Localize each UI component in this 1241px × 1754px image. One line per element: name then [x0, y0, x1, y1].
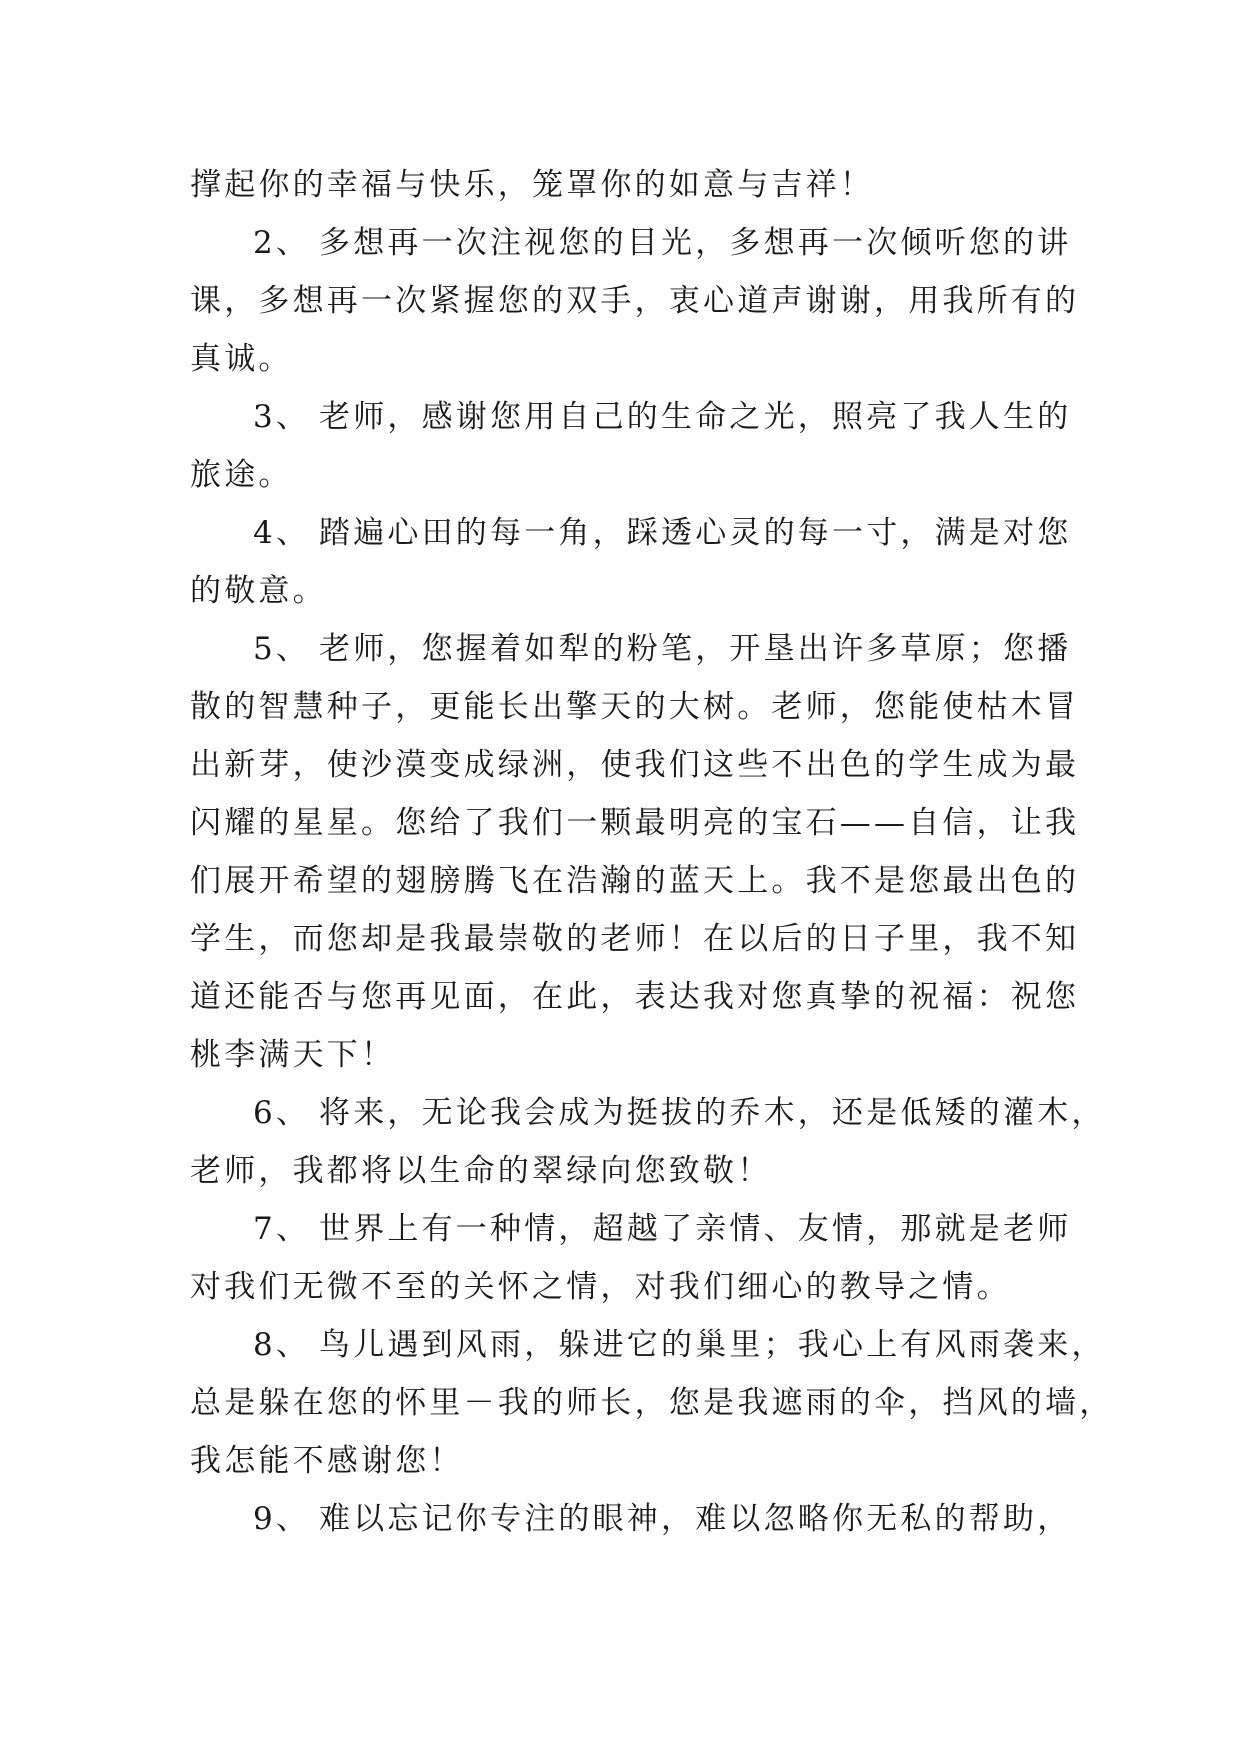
line-text: 撑起你的幸福与快乐，笼罩你的如意与吉祥！ [190, 167, 874, 203]
line-text: 我怎能不感谢您！ [190, 1443, 464, 1479]
text-line [190, 272, 1080, 330]
line-text: 闪耀的星星。您给了我们一颗最明亮的宝石——自信，让我 [190, 805, 1080, 841]
text-line [190, 1258, 1050, 1316]
line-text: 老师，我都将以生命的翠绿向您致敬！ [190, 1153, 772, 1189]
text-line [190, 910, 1080, 968]
line-text: 学生，而您却是我最崇敬的老师！在以后的日子里，我不知 [190, 921, 1080, 957]
line-text: 鸟儿遇到风雨，躲进它的巢里；我心上有风雨袭来， [319, 1327, 1106, 1363]
text-line [190, 620, 1072, 678]
line-text: 老师，感谢您用自己的生命之光，照亮了我人生的 [319, 399, 1072, 435]
text-line [190, 388, 1072, 446]
item-number: 6、 [253, 1095, 311, 1131]
text-line [190, 794, 1080, 852]
text-line [190, 562, 1050, 620]
item-number: 3、 [253, 399, 311, 435]
text-line [190, 1316, 1106, 1374]
item-number: 2、 [253, 225, 311, 261]
line-text: 们展开希望的翅膀腾飞在浩瀚的蓝天上。我不是您最出色的 [190, 863, 1080, 899]
line-text: 的敬意。 [190, 573, 327, 609]
line-text: 踏遍心田的每一角，踩透心灵的每一寸，满是对您 [319, 515, 1072, 551]
line-text: 道还能否与您再见面，在此，表达我对您真挚的祝福：祝您 [190, 979, 1080, 1015]
line-text: 旅途。 [190, 457, 293, 493]
text-line [190, 968, 1080, 1026]
document-body [190, 156, 1114, 1548]
item-number: 4、 [253, 515, 311, 551]
text-line [190, 504, 1072, 562]
line-text: 多想再一次注视您的目光，多想再一次倾听您的讲 [319, 225, 1072, 261]
line-text: 散的智慧种子，更能长出擎天的大树。老师，您能使枯木冒 [190, 689, 1080, 725]
text-line [190, 446, 1050, 504]
text-line [190, 678, 1080, 736]
text-line [190, 736, 1080, 794]
text-line [190, 1200, 1072, 1258]
line-text: 出新芽，使沙漠变成绿洲，使我们这些不出色的学生成为最 [190, 747, 1080, 783]
line-text: 世界上有一种情，超越了亲情、友情，那就是老师 [319, 1211, 1072, 1247]
text-line [190, 1432, 1050, 1490]
item-number: 5、 [253, 631, 311, 667]
item-number: 9、 [253, 1501, 311, 1537]
item-number: 7、 [253, 1211, 311, 1247]
line-text: 对我们无微不至的关怀之情，对我们细心的教导之情。 [190, 1269, 1011, 1305]
text-line [190, 156, 1050, 214]
line-text: 老师，您握着如犁的粉笔，开垦出许多草原；您播 [319, 631, 1072, 667]
text-line [190, 1084, 1106, 1142]
text-line [190, 852, 1080, 910]
line-text: 课，多想再一次紧握您的双手，衷心道声谢谢，用我所有的 [190, 283, 1080, 319]
item-number: 8、 [253, 1327, 311, 1363]
line-text: 真诚。 [190, 341, 293, 377]
text-line [190, 330, 1050, 388]
text-line [190, 214, 1072, 272]
text-line [190, 1374, 1114, 1432]
line-text: 难以忘记你专注的眼神，难以忽略你无私的帮助， [319, 1501, 1072, 1537]
line-text: 总是躲在您的怀里－我的师长，您是我遮雨的伞，挡风的墙， [190, 1385, 1114, 1421]
text-line [190, 1142, 1050, 1200]
line-text: 将来，无论我会成为挺拔的乔木，还是低矮的灌木， [319, 1095, 1106, 1131]
text-line [190, 1026, 1050, 1084]
line-text: 桃李满天下！ [190, 1037, 396, 1073]
text-line [190, 1490, 1072, 1548]
